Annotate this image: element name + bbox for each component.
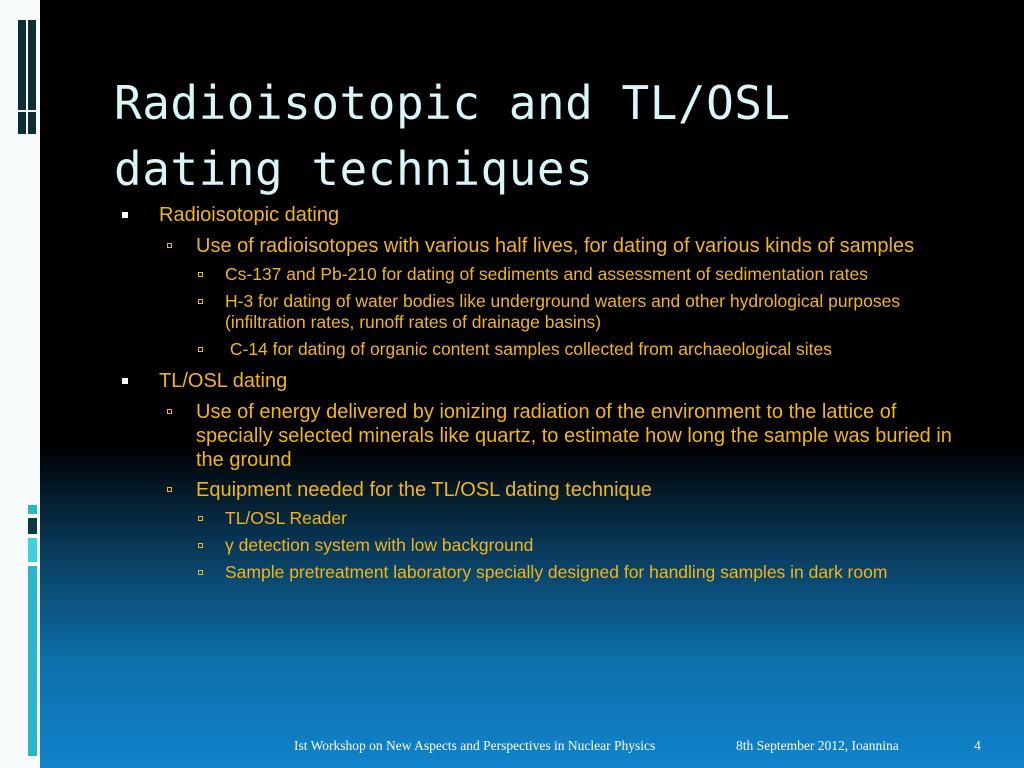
sub-bullet-radioisotopes [159,234,978,360]
footer-event: Ist Workshop on New Aspects and Perspectives in Nuclear Physics [294,738,656,753]
footer-date-place: 8th September 2012, Ioannina [736,738,899,753]
hollow-square-bullet-icon [198,543,203,548]
bullet-text: C-14 for dating of organic content samples collected from archaeological sites [225,339,832,359]
hollow-square-bullet-icon [167,487,172,492]
hollow-square-bullet-icon [167,243,172,248]
sub-sub-bullet-reader [196,508,978,529]
bullet-tl-osl-dating [118,368,978,583]
bullet-text: Sample pretreatment laboratory specially designed for handling samples in dark room [225,562,888,582]
sub-sub-bullet-cs137 [196,264,978,285]
bullet-text: Use of energy delivered by ionizing radiation of the environment to the lattice of specially selected minerals like quartz, to estimate how long the sample was buried in the ground [196,401,952,471]
bullet-text: γ detection system with low background [225,535,534,555]
hollow-square-bullet-icon [198,272,203,277]
decor-block [28,566,37,756]
hollow-square-bullet-icon [198,570,203,575]
sub-sub-list [196,508,978,583]
sub-sub-bullet-lab [196,562,978,583]
sub-bullet-energy [159,400,978,472]
bullet-text: Equipment needed for the TL/OSL dating technique [196,479,652,501]
bullet-list [118,202,978,583]
decor-block [28,505,37,514]
sub-list [159,400,978,583]
bullet-text: H-3 for dating of water bodies like underground waters and other hydrological purposes (infiltration rates, runoff rates of drainage basins) [225,291,901,332]
square-bullet-icon [122,378,128,384]
bullet-text: Cs-137 and Pb-210 for dating of sediments and assessment of sedimentation rates [225,264,869,284]
decor-block [28,518,37,534]
bullet-text: Use of radioisotopes with various half lives, for dating of various kinds of samples [196,235,915,257]
sub-list [159,234,978,360]
sub-sub-bullet-c14 [196,339,978,360]
hollow-square-bullet-icon [198,347,203,352]
decor-block [28,112,36,134]
page-number: 4 [974,738,981,753]
bullet-text: TL/OSL Reader [225,508,347,528]
left-decorative-band [0,0,40,768]
decor-block [18,20,26,110]
decor-block [28,20,36,110]
hollow-square-bullet-icon [167,409,172,414]
hollow-square-bullet-icon [198,516,203,521]
slide-content [118,202,978,589]
sub-sub-bullet-h3 [196,291,978,333]
square-bullet-icon [122,212,128,218]
sub-sub-list [196,264,978,360]
sub-sub-bullet-gamma [196,535,978,556]
hollow-square-bullet-icon [198,299,203,304]
bullet-text: TL/OSL dating [159,370,288,392]
slide-title: Radioisotopic and TL/OSL dating techniques [114,76,791,196]
decor-block [18,112,26,134]
bullet-radioisotopic-dating [118,202,978,360]
sub-bullet-equipment [159,478,978,583]
decor-block [28,538,37,562]
bullet-text: Radioisotopic dating [159,204,340,226]
